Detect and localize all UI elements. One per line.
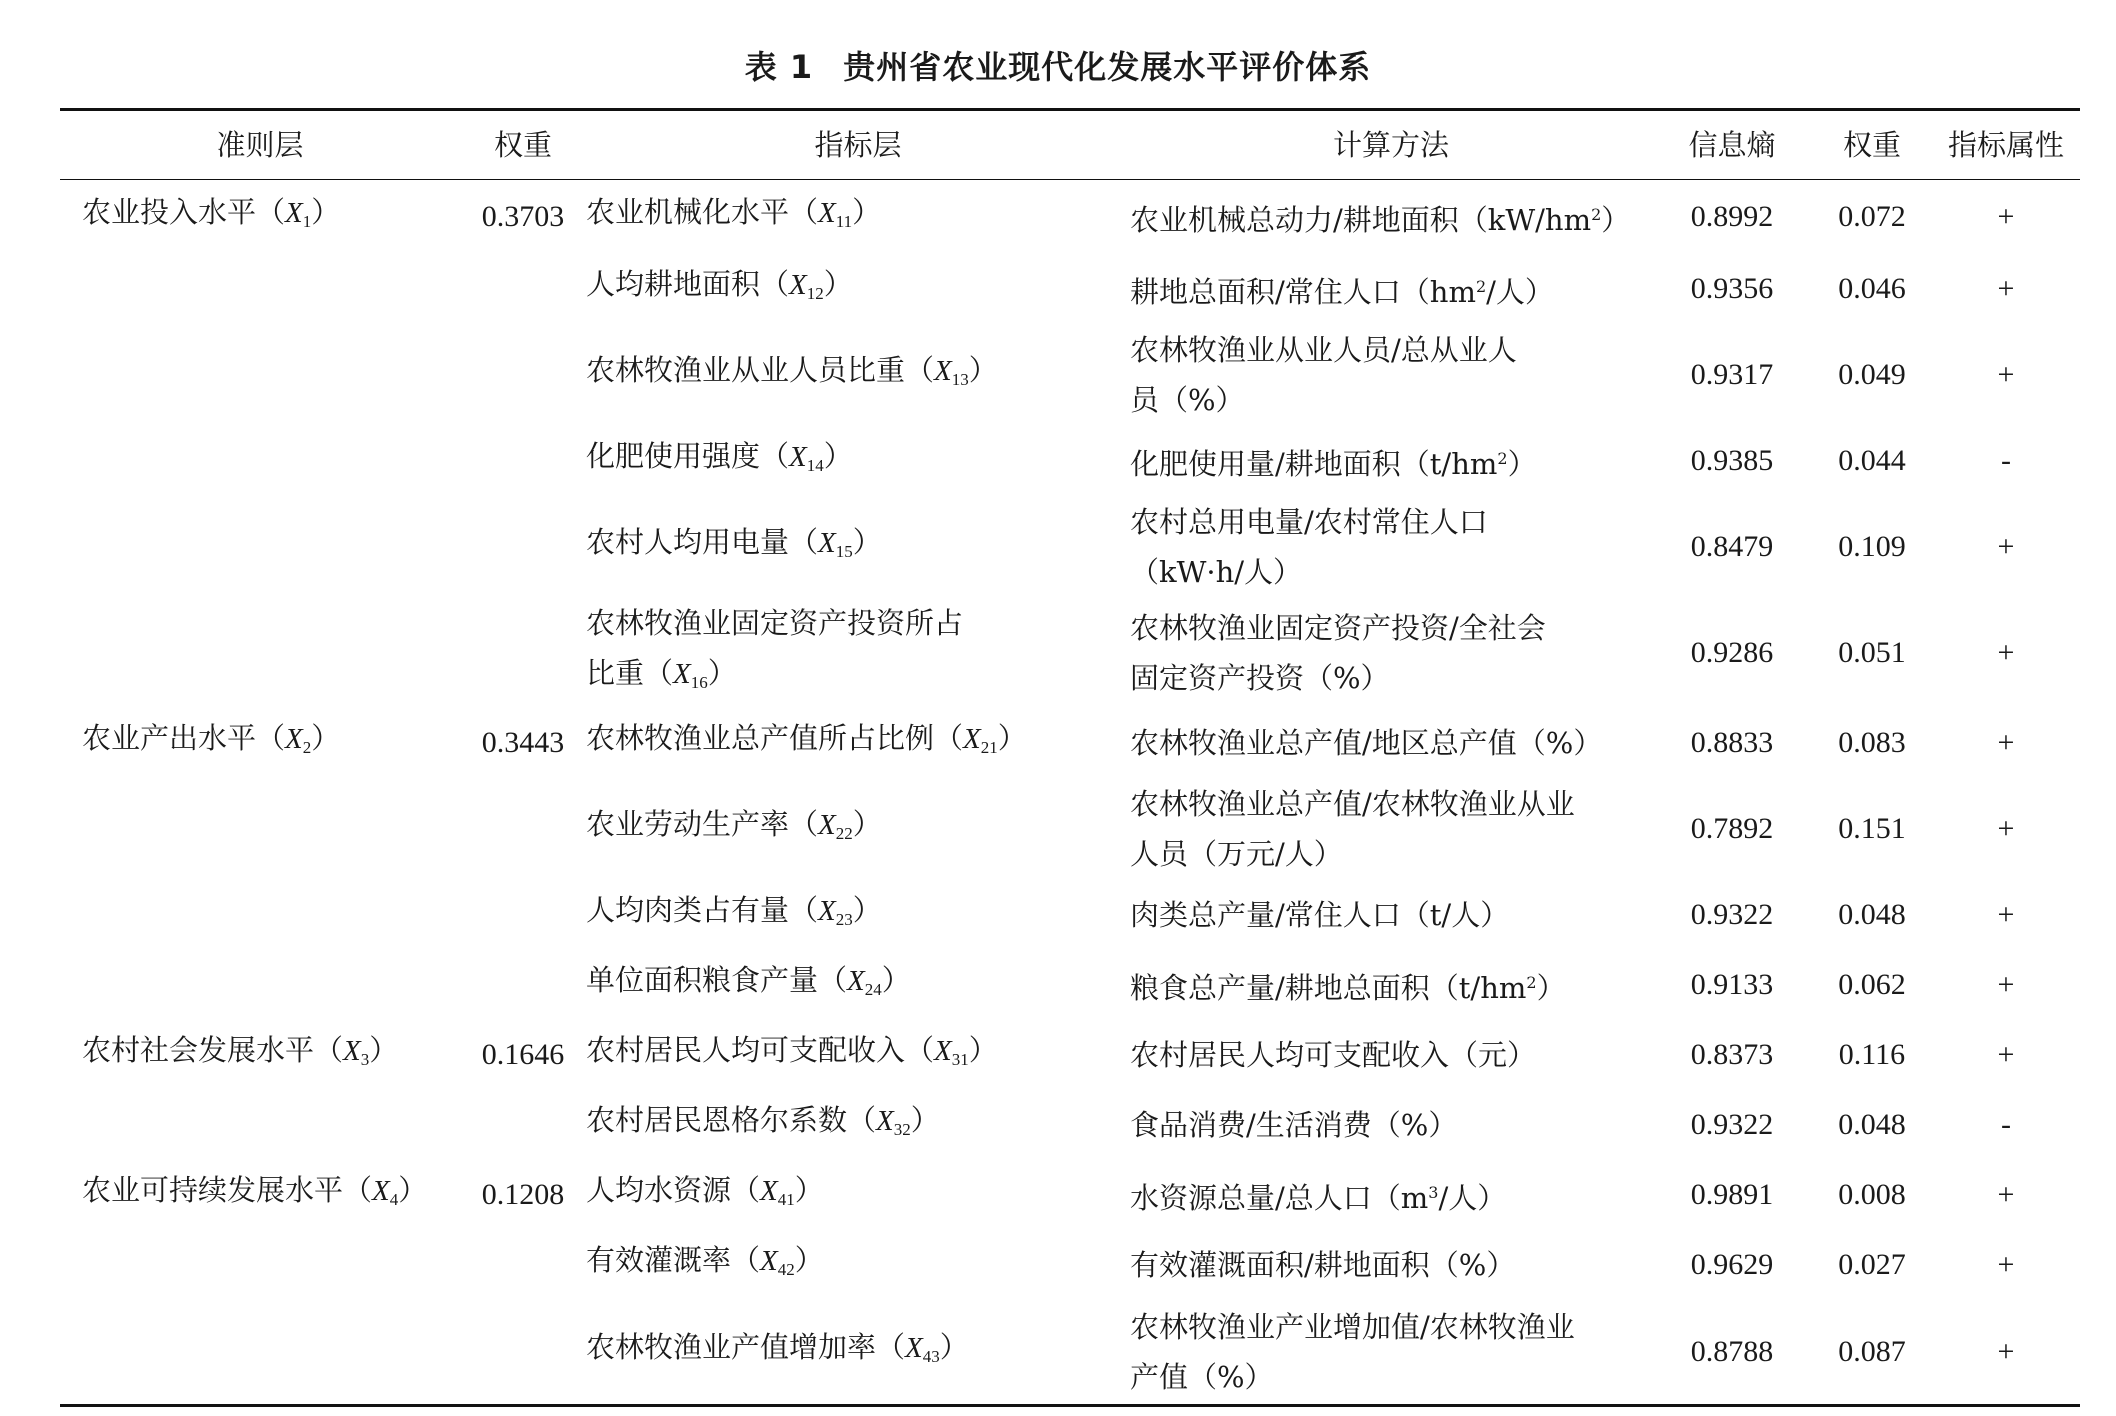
indicator-variable: $X_{24}$ [847,965,882,999]
indicator-cell: 人均肉类占有量$(X_{23})$ [586,893,882,929]
criterion-cell [60,496,460,598]
criterion-weight [460,1300,586,1404]
indicator-cell: 农林牧渔业从业人员比重$(X_{13})$ [586,353,998,389]
entropy-value: 0.8788 [1690,1335,1774,1368]
criterion-weight [460,880,586,950]
indicator-label: 单位面积粮食产量（ [586,963,848,997]
table-row [60,880,2080,950]
bottom-rule [60,1404,2080,1407]
indicator-weight-value: 0.087 [1838,1335,1906,1368]
attribute-value: + [1997,726,2015,759]
table-row [60,598,2080,708]
indicator-weight-value: 0.109 [1838,530,1906,563]
table-row [60,708,2080,778]
criterion-weight: 0.1208 [481,1178,565,1211]
header-weight: 权重 [493,128,552,162]
table-row [60,1160,2080,1230]
method-cell: 农林牧渔业从业人员/总从业人 员（%） [1130,333,1517,417]
indicator-label: 人均耕地面积（ [586,267,790,301]
indicator-variable: $X_{42}$ [760,1245,795,1279]
indicator-label: 农林牧渔业产值增加率（ [586,1330,906,1364]
entropy-value: 0.9356 [1690,272,1774,305]
header-entropy: 信息熵 [1688,128,1776,162]
table-title: 贵州省农业现代化发展水平评价体系 [843,48,1372,86]
attribute-value: + [1997,1335,2015,1368]
indicator-variable: $X_{16}$ [673,658,708,692]
evaluation-table [60,108,2080,1407]
table-row [60,324,2080,426]
table-row [60,180,2080,254]
criterion-variable: $X_1$ [285,197,312,231]
criterion-cell [60,1230,460,1300]
criterion-label: 农业产出水平（ [82,721,286,755]
indicator-cell: 化肥使用强度$(X_{14})$ [586,439,853,475]
criterion-label: 农村社会发展水平（ [82,1033,344,1067]
criterion-cell: 农村社会发展水平$(X_3)$ [82,1033,399,1069]
method-cell: 农林牧渔业总产值/地区总产值（%） [1130,726,1603,760]
method-cell: 食品消费/生活消费（%） [1130,1108,1458,1142]
criterion-weight [460,1090,586,1160]
indicator-label: 农林牧渔业固定资产投资所占 [586,606,964,640]
indicator-variable: $X_{41}$ [760,1175,795,1209]
entropy-value: 0.9286 [1690,636,1774,669]
attribute-value: + [1997,272,2015,305]
header-criterion: 准则层 [216,128,304,162]
indicator-cell: 人均耕地面积$(X_{12})$ [586,267,853,303]
table-row [60,1090,2080,1160]
criterion-weight [460,950,586,1020]
criterion-cell [60,1090,460,1160]
indicator-label: 农林牧渔业从业人员比重（ [586,353,935,387]
table-row [60,778,2080,880]
table-row [60,1300,2080,1404]
attribute-value: - [2001,444,2011,477]
criterion-weight [460,496,586,598]
indicator-label: 农村人均用电量（ [586,525,819,559]
indicator-cell: 农林牧渔业固定资产投资所占 比重$(X_{16})$ [586,606,964,692]
entropy-value: 0.9133 [1690,968,1774,1001]
indicator-variable: $X_{14}$ [789,441,824,475]
criterion-variable: $X_3$ [343,1035,370,1069]
indicator-variable: $X_{15}$ [818,527,853,561]
entropy-value: 0.8833 [1690,726,1774,759]
indicator-label: 人均肉类占有量（ [586,893,819,927]
indicator-weight-value: 0.048 [1838,1108,1906,1141]
attribute-value: + [1997,968,2015,1001]
attribute-value: + [1997,200,2015,233]
entropy-value: 0.8992 [1690,200,1774,233]
indicator-label: 有效灌溉率（ [586,1243,761,1277]
method-cell: 耕地总面积/常住人口（$hm^2/$人） [1130,274,1554,309]
indicator-variable: $X_{23}$ [818,895,853,929]
indicator-variable: $X_{21}$ [963,723,998,757]
entropy-value: 0.9317 [1690,358,1774,391]
method-cell: 化肥使用量/耕地面积$(t/hm^2)$ [1130,446,1537,481]
criterion-weight: 0.3443 [481,726,565,759]
entropy-value: 0.9385 [1690,444,1774,477]
attribute-value: + [1997,1248,2015,1281]
header-attribute: 指标属性 [1947,128,2064,162]
indicator-cell: 有效灌溉率$(X_{42})$ [586,1243,824,1279]
indicator-weight-value: 0.044 [1838,444,1906,477]
table-row [60,950,2080,1020]
criterion-cell: 农业产出水平$(X_2)$ [82,721,341,757]
attribute-value: + [1997,358,2015,391]
attribute-value: - [2001,1108,2011,1141]
criterion-weight [460,598,586,708]
criterion-cell [60,598,460,708]
indicator-cell: 农村居民人均可支配收入$(X_{31})$ [586,1033,998,1069]
indicator-label: 农业劳动生产率（ [586,807,819,841]
entropy-value: 0.9891 [1690,1178,1774,1211]
indicator-label: 农业机械化水平（ [586,195,819,229]
indicator-weight-value: 0.027 [1838,1248,1906,1281]
criterion-cell: 农业可持续发展水平$(X_4)$ [82,1173,428,1209]
method-cell: 农林牧渔业产业增加值/农林牧渔业 产值（%） [1130,1310,1575,1394]
header-method: 计算方法 [1332,128,1449,162]
table-row [60,1020,2080,1090]
criterion-cell: 农业投入水平$(X_1)$ [82,195,341,231]
criterion-cell [60,778,460,880]
indicator-weight-value: 0.151 [1838,812,1906,845]
table-number: 表 1 [744,48,814,86]
criterion-variable: $X_4$ [372,1175,399,1209]
indicator-cell: 农林牧渔业产值增加率$(X_{43})$ [586,1330,969,1366]
header-indicator: 指标层 [814,128,902,162]
attribute-value: + [1997,1038,2015,1071]
header-row [60,111,2080,179]
indicator-weight-value: 0.049 [1838,358,1906,391]
indicator-variable: $X_{11}$ [818,197,853,231]
indicator-weight-value: 0.008 [1838,1178,1906,1211]
indicator-label: 化肥使用强度（ [586,439,790,473]
criterion-variable: $X_2$ [285,723,312,757]
table-row [60,1230,2080,1300]
method-cell: 农村总用电量/农村常住人口 （kW·h/人） [1130,505,1488,589]
attribute-value: + [1997,812,2015,845]
attribute-value: + [1997,636,2015,669]
method-cell: 农业机械总动力/耕地面积$(kW/hm^2)$ [1130,202,1631,237]
indicator-weight-value: 0.048 [1838,898,1906,931]
entropy-value: 0.7892 [1690,812,1774,845]
indicator-variable: $X_{22}$ [818,809,853,843]
indicator-cell: 农村居民恩格尔系数$(X_{32})$ [586,1103,940,1139]
criterion-cell [60,880,460,950]
indicator-label: 农村居民人均可支配收入（ [586,1033,935,1067]
method-cell: 粮食总产量/耕地总面积$(t/hm^2)$ [1130,970,1566,1005]
attribute-value: + [1997,1178,2015,1211]
method-cell: 水资源总量/总人口（$m^3/$人） [1130,1180,1507,1215]
indicator-cell: 单位面积粮食产量$(X_{24})$ [586,963,911,999]
indicator-weight-value: 0.072 [1838,200,1906,233]
criterion-cell [60,254,460,324]
indicator-variable: $X_{12}$ [789,269,824,303]
indicator-label: 人均水资源（ [586,1173,761,1207]
indicator-cell: 农林牧渔业总产值所占比例$(X_{21})$ [586,721,1027,757]
header-indicator-weight: 权重 [1842,128,1901,162]
method-cell: 有效灌溉面积/耕地面积（%） [1130,1248,1516,1282]
entropy-value: 0.9322 [1690,1108,1774,1141]
criterion-label: 农业可持续发展水平（ [82,1173,373,1207]
method-cell: 农村居民人均可支配收入（元） [1130,1038,1537,1072]
entropy-value: 0.8373 [1690,1038,1774,1071]
criterion-weight [460,254,586,324]
criterion-label: 农业投入水平（ [82,195,286,229]
indicator-label: 农村居民恩格尔系数（ [586,1103,877,1137]
criterion-cell [60,324,460,426]
indicator-cell: 农业机械化水平$(X_{11})$ [586,195,882,231]
indicator-cell: 人均水资源$(X_{41})$ [586,1173,824,1209]
indicator-cell: 农村人均用电量$(X_{15})$ [586,525,882,561]
attribute-value: + [1997,898,2015,931]
attribute-value: + [1997,530,2015,563]
entropy-value: 0.8479 [1690,530,1774,563]
indicator-variable: $X_{31}$ [934,1035,969,1069]
entropy-value: 0.9322 [1690,898,1774,931]
indicator-variable: $X_{43}$ [905,1332,940,1366]
entropy-value: 0.9629 [1690,1248,1774,1281]
indicator-weight-value: 0.116 [1838,1038,1906,1071]
criterion-weight [460,426,586,496]
indicator-label: 农林牧渔业总产值所占比例（ [586,721,964,755]
criterion-cell [60,950,460,1020]
criterion-weight: 0.1646 [481,1038,565,1071]
method-cell: 肉类总产量/常住人口（t/人） [1130,898,1510,932]
table-caption [0,42,2116,88]
indicator-weight-value: 0.062 [1838,968,1906,1001]
indicator-weight-value: 0.046 [1838,272,1906,305]
criterion-cell [60,426,460,496]
indicator-cell: 农业劳动生产率$(X_{22})$ [586,807,882,843]
criterion-cell [60,1300,460,1404]
method-cell: 农林牧渔业总产值/农林牧渔业从业 人员（万元/人） [1130,787,1575,871]
table-row [60,254,2080,324]
criterion-weight [460,1230,586,1300]
indicator-weight-value: 0.051 [1838,636,1906,669]
criterion-weight [460,778,586,880]
method-cell: 农林牧渔业固定资产投资/全社会 固定资产投资（%） [1130,611,1546,695]
table-row [60,496,2080,598]
criterion-weight [460,324,586,426]
criterion-weight: 0.3703 [481,200,565,233]
table-row [60,426,2080,496]
indicator-variable: $X_{32}$ [876,1105,911,1139]
indicator-weight-value: 0.083 [1838,726,1906,759]
indicator-variable: $X_{13}$ [934,355,969,389]
